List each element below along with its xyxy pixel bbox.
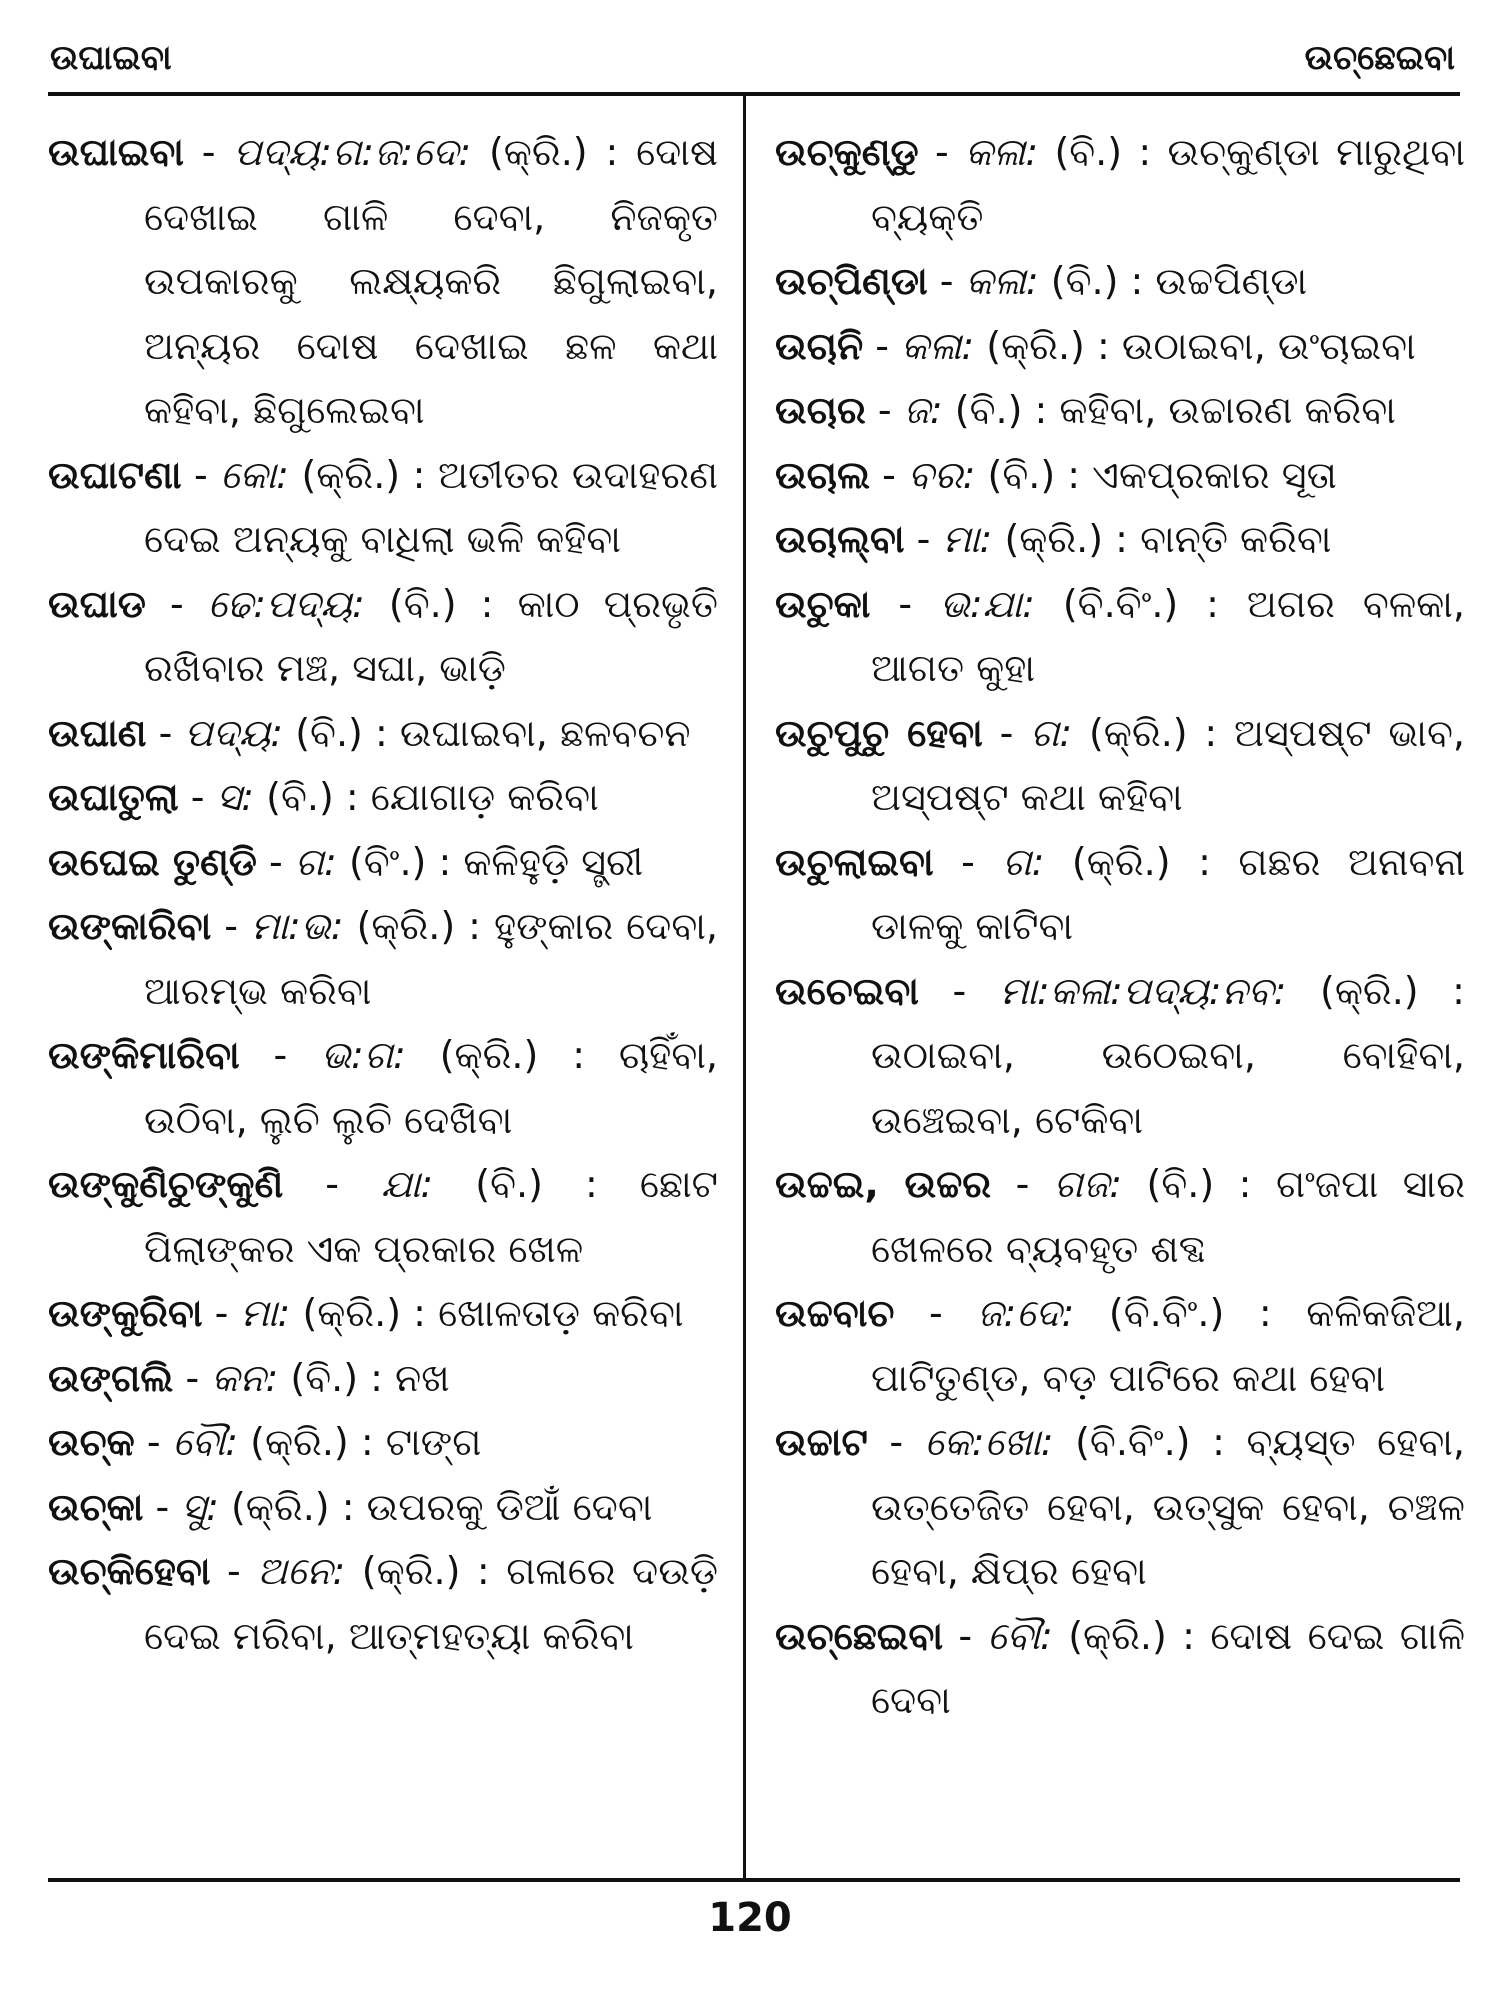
entry-source: ଅନେ: <box>257 1549 346 1593</box>
entry-definition: ଅଗର ବଳକା, ଆଗତ କୁହା <box>871 581 1465 690</box>
entry-part-of-speech: (ବି.) <box>987 452 1056 497</box>
entry-part-of-speech: (ବି.) <box>1054 130 1123 174</box>
entry-headword: ଉଚ୍ଛେଇବା <box>775 1613 943 1658</box>
entry-body: ଉଚାଲ - ବର: (ବି.) : ଏକପ୍ରକାର ସୂତା <box>775 452 1337 497</box>
entry-part-of-speech: (କ୍ରି.) <box>301 452 401 497</box>
entry-part-of-speech: (କ୍ରି.) <box>361 1549 461 1593</box>
entry-body: ଉଚାର - ଜ: (ବି.) : କହିବା, ଉଚ୍ଚାରଣ କରିବା <box>775 388 1396 432</box>
entry-headword: ଉଘାଇବା <box>48 130 184 174</box>
entry-source: କଳା: <box>901 323 975 368</box>
entry-part-of-speech: (କ୍ରି.) <box>1320 968 1419 1013</box>
dictionary-entry <box>775 120 1465 249</box>
dictionary-entry <box>775 701 1465 830</box>
dictionary-entry <box>48 1475 718 1540</box>
entry-definition: ହୁଙ୍କାର ଦେବା, ଆରମ୍ଭ କରିବା <box>144 904 718 1013</box>
entry-definition: ଉଠାଇବା, ଉଂଚାଇବା <box>1121 323 1416 368</box>
right-column <box>775 120 1465 1733</box>
entry-body: ଉଚ୍କ - ବୌ: (କ୍ରି.) : ଟାଙ୍ଗ <box>48 1420 482 1464</box>
entry-part-of-speech: (ବି.) <box>475 1162 543 1206</box>
entry-body: ଉଘାଟଣା - କୋ: (କ୍ରି.) : ଅତୀତର ଉଦାହରଣ ଦେଇ ଅନ୍ୟକୁ ବାଧିଲା ଭଳି କହିବା <box>48 452 718 561</box>
entry-headword: ଉଙ୍କିମାରିବା <box>48 1033 240 1077</box>
entry-headword: ଉଚ୍ଚବାଚ <box>775 1291 895 1335</box>
entry-body: ଉଘାଡ - ଢେ:ପଦ୍ୟ: (ବି.) : କାଠ ପ୍ରଭୃତି ରଖିବାର ମଞ୍ଚ, ସଘା, ଭାଡ଼ି <box>48 581 718 690</box>
entry-headword: ଉଙ୍କୁଣିଚୁଙ୍କୁଣି <box>48 1162 284 1206</box>
entry-definition: ଅସ୍ପଷ୍ଟ ଭାବ, ଅସ୍ପଷ୍ଟ କଥା କହିବା <box>871 710 1465 819</box>
entry-headword: ଉଘେଇ ତୁଣ୍ଡି <box>48 839 257 884</box>
entry-body: ଉଚୁପୁଚୁ ହେବା - ଗ: (କ୍ରି.) : ଅସ୍ପଷ୍ଟ ଭାବ, ଅସ୍ପଷ୍ଟ କଥା କହିବା <box>775 710 1465 819</box>
entry-body: ଉଙ୍କାରିବା - ମା:ଭ: (କ୍ରି.) : ହୁଙ୍କାର ଦେବା, ଆରମ୍ଭ କରିବା <box>48 904 718 1013</box>
dictionary-entry <box>48 894 718 1023</box>
entry-source: ମା:କଳା:ପଦ୍ୟ:ନବ: <box>999 968 1287 1013</box>
entry-source: ଯା: <box>381 1162 434 1206</box>
entry-part-of-speech: (କ୍ରି.) <box>302 1291 402 1335</box>
entry-source: କୋ: <box>220 452 289 497</box>
entry-part-of-speech: (ବି.ବିଂ.) <box>1062 581 1179 626</box>
dictionary-entry <box>48 1410 718 1475</box>
entry-part-of-speech: (ବି.ବିଂ.) <box>1108 1291 1225 1335</box>
entry-headword: ଉଚ୍କା <box>48 1484 144 1529</box>
entry-source: ପଦ୍ୟ:ଗ:ଜ:ଦେ: <box>233 130 472 174</box>
dictionary-entry <box>48 1152 718 1281</box>
entry-headword: ଉଘାତୁଲା <box>48 775 179 819</box>
entry-source: ମା: <box>240 1291 291 1335</box>
entry-headword: ଉଚୁଲାଇବା <box>775 839 934 884</box>
column-divider <box>743 96 746 1878</box>
dictionary-entry <box>775 959 1465 1153</box>
dictionary-entry <box>48 701 718 766</box>
dictionary-entry <box>48 1539 718 1668</box>
dictionary-entry <box>48 1281 718 1346</box>
entry-definition: ଉପରକୁ ଡିଆଁ ଦେବା <box>366 1484 653 1529</box>
entry-part-of-speech: (ବି.) <box>295 710 363 755</box>
entry-body: ଉଘାତୁଲା - ସ: (ବି.) : ଯୋଗାଡ଼ କରିବା <box>48 775 599 819</box>
entry-headword: ଉଘାଟଣା <box>48 452 182 497</box>
dictionary-entry <box>48 443 718 572</box>
dictionary-entry <box>775 1410 1465 1604</box>
entry-definition: ଗଳାରେ ଦଉଡ଼ି ଦେଇ ମରିବା, ଆତ୍ମହତ୍ୟା କରିବା <box>144 1549 719 1658</box>
entry-part-of-speech: (ବି.) <box>1050 259 1119 303</box>
entry-body: ଉଚ୍ଚଇ, ଉଚ୍ଚର - ଗଜ: (ବି.) : ଗଂଜପା ସାର ଖେଳରେ ବ୍ୟବହୃତ ଶବ୍ଦ <box>775 1162 1465 1271</box>
entry-body: ଉଚ୍କା - ସୁ: (କ୍ରି.) : ଉପରକୁ ଡିଆଁ ଦେବା <box>48 1484 653 1529</box>
entry-source: କଳା: <box>964 130 1039 174</box>
dictionary-entry <box>48 830 718 895</box>
entry-body: ଉଙ୍କୁଣିଚୁଙ୍କୁଣି - ଯା: (ବି.) : ଛୋଟ ପିଲାଙ୍କର ଏକ ପ୍ରକାର ଖେଳ <box>48 1162 718 1271</box>
entry-headword: ଉଚୁକା <box>775 581 871 626</box>
entry-body: ଉଚାଲ୍ବା - ମା: (କ୍ରି.) : ବାନ୍ତି କରିବା <box>775 517 1332 561</box>
entry-headword: ଉଚ୍ଚାଟ <box>775 1420 868 1464</box>
dictionary-entry <box>775 1281 1465 1410</box>
entry-definition: ଉଠାଇବା, ଉଠେଇବା, ବୋହିବା, ଉଞ୍ଚେଇବା, ଟେକିବା <box>871 1033 1465 1142</box>
entry-source: ଭ:ଯା: <box>940 581 1035 626</box>
entry-part-of-speech: (କ୍ରି.) <box>986 323 1085 368</box>
dictionary-entry <box>48 120 718 443</box>
entry-part-of-speech: (କ୍ରି.) <box>1004 517 1104 561</box>
running-head-left: ଉଘାଇବା <box>50 38 172 78</box>
entry-headword: ଉଚୁପୁଚୁ ହେବା <box>775 710 983 755</box>
entry-definition: ଟାଙ୍ଗ <box>385 1420 482 1464</box>
dictionary-entry <box>775 507 1465 572</box>
page-number: 120 <box>708 1895 792 1941</box>
dictionary-entry <box>775 1604 1465 1733</box>
entry-body: ଉଚୁକା - ଭ:ଯା: (ବି.ବିଂ.) : ଅଗର ବଳକା, ଆଗତ କୁହା <box>775 581 1465 690</box>
entry-definition: ଗଛର ଅନାବନା ଡାଳକୁ କାଟିବା <box>871 839 1465 948</box>
dictionary-entry <box>775 572 1465 701</box>
entry-part-of-speech: (କ୍ରି.) <box>1071 839 1171 884</box>
entry-headword: ଉଚାଲ <box>775 452 871 497</box>
entry-part-of-speech: (କ୍ରି.) <box>1088 710 1188 755</box>
entry-body: ଉଚ୍ପିଣ୍ଡା - କଳା: (ବି.) : ଉଚ୍ଚପିଣ୍ଡା <box>775 259 1308 303</box>
entry-body: ଉଚାନି - କଳା: (କ୍ରି.) : ଉଠାଇବା, ଉଂଚାଇବା <box>775 323 1416 368</box>
entry-source: ଭ:ଗ: <box>321 1033 406 1077</box>
dictionary-entry <box>48 572 718 701</box>
entry-body: ଉଚ୍କୁଣ୍ଡୁ - କଳା: (ବି.) : ଉଚ୍କୁଣ୍ଡା ମାରୁଥିବା ବ୍ୟକ୍ତି <box>775 130 1466 239</box>
entry-definition: କଳିକଜିଆ, ପାଟିତୁଣ୍ଡ, ବଡ଼ ପାଟିରେ କଥା ହେବା <box>871 1291 1465 1400</box>
entry-source: କନ: <box>211 1355 279 1400</box>
entry-source: ଗଜ: <box>1053 1162 1123 1206</box>
dictionary-entry <box>775 830 1465 959</box>
entry-part-of-speech: (କ୍ରି.) <box>230 1484 330 1529</box>
entry-source: ମା:ଭ: <box>250 904 344 948</box>
entry-headword: ଉଚାନି <box>775 323 864 368</box>
entry-body: ଉଚ୍କିହେବା - ଅନେ: (କ୍ରି.) : ଗଳାରେ ଦଉଡ଼ି ଦେଇ ମରିବା, ଆତ୍ମହତ୍ୟା କରିବା <box>48 1549 719 1658</box>
entry-headword: ଉଙ୍କୁରିବା <box>48 1291 203 1335</box>
entry-definition: ଗଂଜପା ସାର ଖେଳରେ ବ୍ୟବହୃତ ଶବ୍ଦ <box>871 1162 1465 1271</box>
entry-body: ଉଚ୍ଚବାଚ - ଜ:ଦେ: (ବି.ବିଂ.) : କଳିକଜିଆ, ପାଟିତୁଣ୍ଡ, ବଡ଼ ପାଟିରେ କଥା ହେବା <box>775 1291 1465 1400</box>
entry-body: ଉଚ୍ଛେଇବା - ବୌ: (କ୍ରି.) : ଦୋଷ ଦେଇ ଗାଳି ଦେବା <box>775 1613 1465 1722</box>
entry-source: ଜ:ଦେ: <box>977 1291 1075 1335</box>
entry-definition: କହିବା, ଉଚ୍ଚାରଣ କରିବା <box>1059 388 1396 432</box>
dictionary-entry <box>775 314 1465 379</box>
entry-body: ଉଚ୍ଚାଟ - କେ:ଖୋ: (ବି.ବିଂ.) : ବ୍ୟସ୍ତ ହେବା, ଉତ୍ତେଜିତ ହେବା, ଉତ୍ସୁକ ହେବା, ଚଞ୍ଚଳ ହେବା, କ୍ଷିପ୍ର ହେବା <box>775 1420 1465 1593</box>
entry-body: ଉଙ୍ଗଲି - କନ: (ବି.) : ନଖ <box>48 1355 450 1400</box>
entry-source: ଗ: <box>1030 710 1073 755</box>
entry-definition: ଉଚ୍ଚପିଣ୍ଡା <box>1155 259 1308 303</box>
dictionary-entry <box>775 378 1465 443</box>
top-rule <box>48 92 1460 96</box>
dictionary-entry <box>48 1023 718 1152</box>
entry-headword: ଉଚାର <box>775 388 866 432</box>
entry-part-of-speech: (ବି.) <box>388 581 457 626</box>
entry-part-of-speech: (କ୍ରି.) <box>250 1420 349 1464</box>
entry-definition: ଅତୀତର ଉଦାହରଣ ଦେଇ ଅନ୍ୟକୁ ବାଧିଲା ଭଳି କହିବା <box>144 452 718 561</box>
dictionary-entry <box>775 1152 1465 1281</box>
entry-headword: ଉଙ୍କାରିବା <box>48 904 212 948</box>
entry-headword: ଉଚେଇବା <box>775 968 919 1013</box>
entry-definition: କଳିହୁଡ଼ି ସ୍ତ୍ରୀ <box>463 839 644 884</box>
entry-part-of-speech: (କ୍ରି.) <box>488 130 588 174</box>
entry-definition: ନଖ <box>395 1355 450 1400</box>
entry-part-of-speech: (ବି.ବିଂ.) <box>1075 1420 1191 1464</box>
entry-definition: ବାନ୍ତି କରିବା <box>1140 517 1332 561</box>
entry-part-of-speech: (ବିଂ.) <box>348 839 427 884</box>
entry-source: କଳା: <box>965 259 1039 303</box>
entry-definition: ଯୋଗାଡ଼ କରିବା <box>370 775 599 819</box>
entry-part-of-speech: (କ୍ରି.) <box>1068 1613 1167 1658</box>
entry-source: ପଦ୍ୟ: <box>184 710 284 755</box>
entry-headword: ଉଙ୍ଗଲି <box>48 1355 174 1400</box>
entry-definition: ଖୋଳତାଡ଼ କରିବା <box>438 1291 684 1335</box>
entry-definition: ବ୍ୟସ୍ତ ହେବା, ଉତ୍ତେଜିତ ହେବା, ଉତ୍ସୁକ ହେବା, ଚଞ୍ଚଳ ହେବା, କ୍ଷିପ୍ର ହେବା <box>871 1420 1465 1593</box>
entry-headword: ଉଘାଣ <box>48 710 147 755</box>
entry-source: ଢେ:ପଦ୍ୟ: <box>207 581 365 626</box>
entry-source: ସ: <box>216 775 255 819</box>
entry-part-of-speech: (ବି.) <box>290 1355 359 1400</box>
running-head-right: ଉଚ୍ଛେଇବା <box>1304 38 1455 78</box>
entry-headword: ଉଚାଲ୍ବା <box>775 517 905 561</box>
entry-headword: ଉଚ୍କ <box>48 1420 135 1464</box>
dictionary-entry <box>775 443 1465 508</box>
entry-body: ଉଙ୍କୁରିବା - ମା: (କ୍ରି.) : ଖୋଳତାଡ଼ କରିବା <box>48 1291 684 1335</box>
entry-definition: ଛୋଟ ପିଲାଙ୍କର ଏକ ପ୍ରକାର ଖେଳ <box>144 1162 718 1271</box>
entry-part-of-speech: (କ୍ରି.) <box>439 1033 539 1077</box>
entry-source: ବୌ: <box>987 1613 1053 1658</box>
entry-body: ଉଚୁଲାଇବା - ଗ: (କ୍ରି.) : ଗଛର ଅନାବନା ଡାଳକୁ କାଟିବା <box>775 839 1465 948</box>
dictionary-entry <box>48 1346 718 1411</box>
entry-definition: ଉଘାଇବା, ଛଳବଚନ <box>399 710 691 755</box>
entry-definition: କାଠ ପ୍ରଭୃତି ରଖିବାର ମଞ୍ଚ, ସଘା, ଭାଡ଼ି <box>144 581 718 690</box>
entry-source: ଗ: <box>1002 839 1045 884</box>
entry-headword: ଉଚ୍କୁଣ୍ଡୁ <box>775 130 919 174</box>
entry-definition: ଚାହିଁବା, ଉଠିବା, ଲୁଚି ଲୁଚି ଦେଖିବା <box>144 1033 718 1142</box>
entry-source: ସୁ: <box>181 1484 219 1529</box>
entry-headword: ଉଚ୍ପିଣ୍ଡା <box>775 259 928 303</box>
entry-definition: ଦୋଷ ଦେଇ ଗାଳି ଦେବା <box>871 1613 1465 1722</box>
entry-definition: ଦୋଷ ଦେଖାଇ ଗାଳି ଦେବା, ନିଜକୃତ ଉପକାରକୁ ଲକ୍ଷ୍ୟକରି ଛିଗୁଲାଇବା, ଅନ୍ୟର ଦୋଷ ଦେଖାଇ ଛଳ କଥା କହିବା, ଛିଗୁଲେଇବା <box>144 130 718 432</box>
entry-source: ମା: <box>942 517 993 561</box>
entry-body: ଉଘାଇବା - ପଦ୍ୟ:ଗ:ଜ:ଦେ: (କ୍ରି.) : ଦୋଷ ଦେଖାଇ ଗାଳି ଦେବା, ନିଜକୃତ ଉପକାରକୁ ଲକ୍ଷ୍ୟକରି ଛିଗୁଲାଇବା, ଅନ୍ୟର ଦୋଷ ଦେଖାଇ ଛଳ କଥା କହିବା, ଛିଗୁଲେଇବା <box>48 130 718 432</box>
entry-body: ଉଘାଣ - ପଦ୍ୟ: (ବି.) : ଉଘାଇବା, ଛଳବଚନ <box>48 710 691 755</box>
left-column <box>48 120 718 1668</box>
entry-definition: ଏକପ୍ରକାର ସୂତା <box>1092 452 1337 497</box>
entry-part-of-speech: (ବି.) <box>954 388 1023 432</box>
entry-headword: ଉଚ୍ଚଇ, ଉଚ୍ଚର <box>775 1162 992 1206</box>
entry-part-of-speech: (କ୍ରି.) <box>356 904 456 948</box>
entry-body: ଉଙ୍କିମାରିବା - ଭ:ଗ: (କ୍ରି.) : ଚାହିଁବା, ଉଠିବା, ଲୁଚି ଲୁଚି ଦେଖିବା <box>48 1033 718 1142</box>
dictionary-entry <box>48 765 718 830</box>
entry-source: କେ:ଖୋ: <box>924 1420 1054 1464</box>
entry-headword: ଉଚ୍କିହେବା <box>48 1549 211 1593</box>
entry-part-of-speech: (ବି.) <box>1146 1162 1215 1206</box>
entry-body: ଉଘେଇ ତୁଣ୍ଡି - ଗ: (ବିଂ.) : କଳିହୁଡ଼ି ସ୍ତ୍ରୀ <box>48 839 644 884</box>
entry-source: ଜ: <box>903 388 943 432</box>
entry-body: ଉଚେଇବା - ମା:କଳା:ପଦ୍ୟ:ନବ: (କ୍ରି.) : ଉଠାଇବା, ଉଠେଇବା, ବୋହିବା, ଉଞ୍ଚେଇବା, ଟେକିବା <box>775 968 1465 1142</box>
entry-source: ବର: <box>907 452 976 497</box>
dictionary-entry <box>775 249 1465 314</box>
entry-headword: ଉଘାଡ <box>48 581 146 626</box>
entry-definition: ଉଚ୍କୁଣ୍ଡା ମାରୁଥିବା ବ୍ୟକ୍ତି <box>871 130 1466 239</box>
entry-source: ଗ: <box>294 839 337 884</box>
bottom-rule <box>48 1878 1460 1882</box>
entry-source: ବୌ: <box>172 1420 239 1464</box>
entry-part-of-speech: (ବି.) <box>266 775 334 819</box>
